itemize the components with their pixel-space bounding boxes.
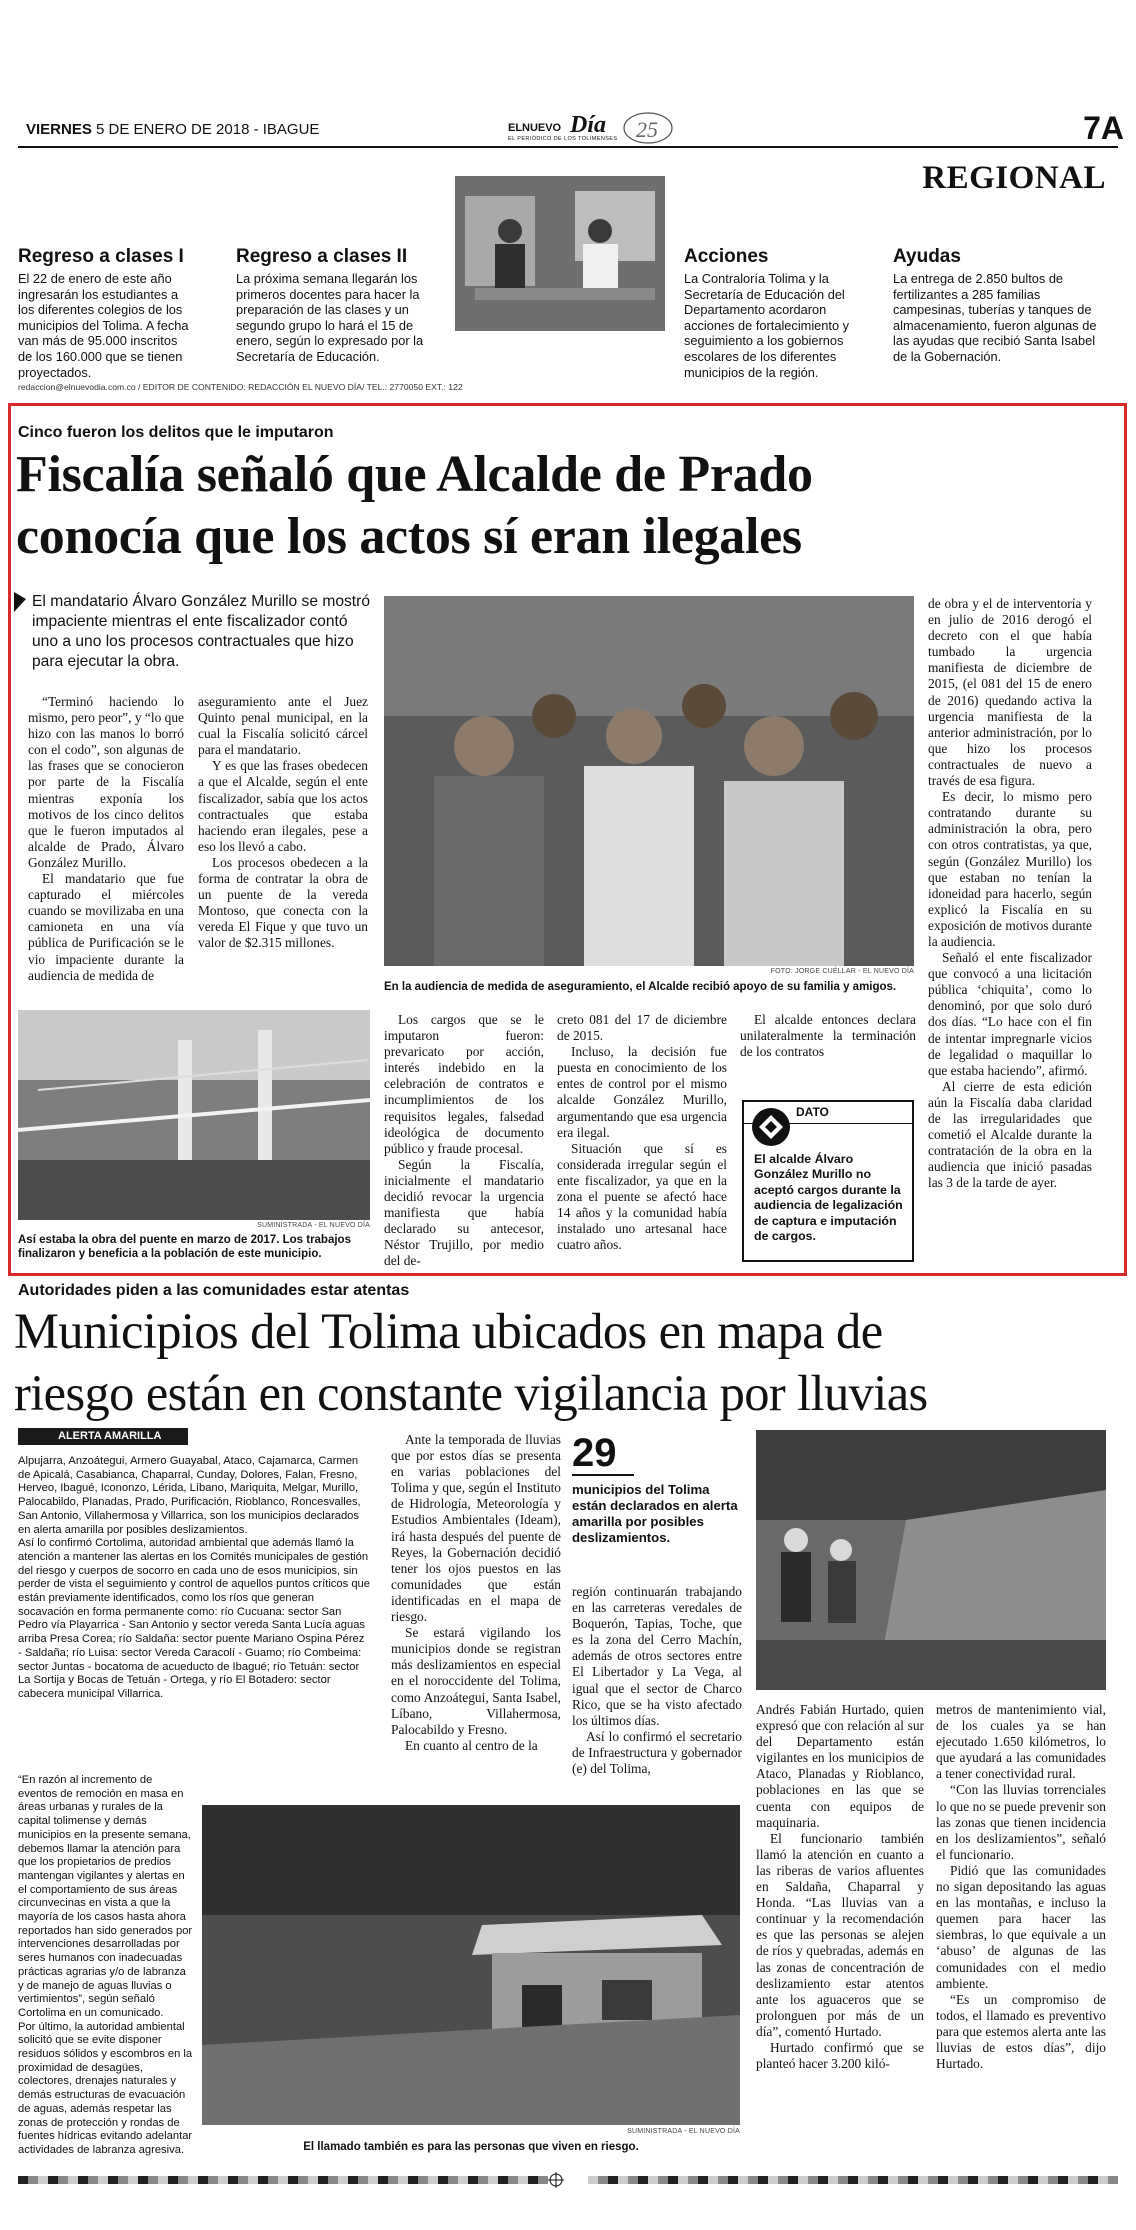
paragraph: Según la Fiscalía, inicialmente el mandatario decidió revocar la urgencia manifiesta que había declarado su antecesor, Néstor Trujillo, por medio del de- <box>384 1156 544 1269</box>
dato-box <box>742 1100 914 1262</box>
story1-col1 <box>28 694 184 984</box>
story2-alert-col-bottom <box>18 1774 194 2158</box>
header-date-text: 5 DE ENERO DE 2018 - IBAGUE <box>96 121 320 138</box>
story2-col5 <box>936 1702 1106 2072</box>
paragraph: Los procesos obedecen a la forma de contratar la obra de un puente de la vereda Montoso, que conecta con la vereda El Fique y que tuvo un valor de $2.315 millones. <box>198 854 368 951</box>
story1-col4 <box>557 1012 727 1253</box>
registration-mark-icon <box>548 2172 564 2188</box>
page-number: 7A <box>1083 110 1124 146</box>
story1-lead-text: El mandatario Álvaro González Murillo se mostró impaciente mientras el ente fiscalizador contó uno a uno los procesos contractuales que hizo para ejecutar la obra. <box>32 593 370 670</box>
story1-kicker: Cinco fueron los delitos que le imputaron <box>18 424 334 441</box>
paragraph: “Terminó haciendo lo mismo, pero peor”, y “lo que hizo con las manos lo borró con el codo”, son algunas de las frases que se conocieron por parte de la Fiscalía mientras exponía los motivos de los cinco delitos que le fueron imputados al alcalde de Prado, Álvaro González Murillo. <box>28 694 184 870</box>
brief-4 <box>893 246 1098 365</box>
rescuers-landslide-icon <box>756 1430 1106 1690</box>
paragraph: Al cierre de esta edición aún la Fiscalía daba claridad de las irregularidades que cometió el Alcalde durante la contratación de la obra en la audiencia que inició pasadas las 3 de la tarde de ayer. <box>928 1078 1092 1191</box>
paragraph: Incluso, la decisión fue puesta en conocimiento de los entes de control por el mismo alcalde González Murillo, argumentando que esa urgencia era ilegal. <box>557 1044 727 1140</box>
paragraph: El alcalde entonces declara unilateralmente la terminación de los contratos <box>740 1012 916 1060</box>
crowd-people-icon <box>384 596 914 966</box>
paragraph: creto 081 del 17 de diciembre de 2015. <box>557 1012 727 1044</box>
paragraph: Se estará vigilando los municipios donde se registran más deslizamientos en especial en el noroccidente del Tolima, como Anzoátegui, Santa Isabel, Líbano, Villahermosa, Palocabildo y Fresno. <box>391 1625 561 1737</box>
header-rule <box>18 146 1118 148</box>
story2-landslide-photo <box>756 1430 1106 1690</box>
story1-lead <box>14 592 372 672</box>
story1-headline <box>16 444 1116 568</box>
header-date <box>26 121 319 138</box>
brief-1 <box>18 246 193 380</box>
paragraph: Ante la temporada de lluvias que por estos días se presenta en varias poblaciones del Tolima y que, según el Instituto de Hidrología, Meteorología y Estudios Ambientales (Ideam), irá hasta después del puente de Reyes, la Gobernación decidió tener los ojos puestos en las comunidades que están identificadas en el mapa de riesgo. <box>391 1432 561 1625</box>
paragraph: Alpujarra, Anzoátegui, Armero Guayabal, Ataco, Cajamarca, Carmen de Apicalá, Casabianca, Chaparral, Cunday, Dolores, Falan, Fresno, Herveo, Ibagué, Icononzo, Lérida, Líbano, Mariquita, Melgar, Murillo, Palocabildo, Planadas, Prado, Purificación, Rioblanco, Roncesvalles, San Antonio, Villahermosa y Villarrica, son los municipios declarados en alerta amarilla por posibles deslizamientos. <box>18 1455 361 1536</box>
story2-col2 <box>391 1432 561 1754</box>
section-title: REGIONAL <box>922 160 1106 196</box>
paragraph: Es decir, lo mismo pero contratando durante su administración la obra, pero con otros contratistas, ya que, según (González Murillo) los que estaban no tenían la idoneidad para hacerlo, según explicó la Fiscalía en su exposición de motivos durante la audiencia. <box>928 789 1093 949</box>
story2-kicker: Autoridades piden a las comunidades estar atentas <box>18 1282 410 1299</box>
brief-text: La Contraloría Tolima y la Secretaría de Educación del Departamento acordaron acciones de fortalecimiento y seguimiento a los gobiernos escolares de los diferentes municipios de la región. <box>684 271 850 380</box>
logo-nuevo: NUEVO <box>522 122 562 134</box>
story1-headline-line1: Fiscalía señaló que Alcalde de Prado <box>16 446 813 503</box>
photo-credit: SUMINISTRADA - EL NUEVO DÍA <box>627 2128 740 2135</box>
logo-el: EL <box>508 122 523 134</box>
info-diamond-icon <box>752 1108 790 1146</box>
editor-credits: redaccion@elnuevodia.com.co / EDITOR DE CONTENIDO: REDACCIÓN EL NUEVO DÍA/ TEL.: 2770050 EXT.: 122 <box>18 382 463 392</box>
story2-headline-line1: Municipios del Tolima ubicados en mapa de <box>14 1303 883 1359</box>
paragraph: Pidió que las comunidades no sigan depositando las aguas en las montañas, e incluso la quemen para hacer las siembras, lo que equivale a un ‘abuso’ de algunas de las comunidades con el medio ambiente. <box>936 1862 1106 1991</box>
story1-col5 <box>740 1012 916 1060</box>
paragraph: “En razón al incremento de eventos de remoción en masa en áreas urbanas y rurales de la capital tolimense y demás municipios en la presente semana, debemos llamar la atención para que los propietarios de predios mantengan vigilantes y alertas en el comportamiento de sus áreas circunvecinas en vista a que la mayoría de los casos hasta ahora reportados han sido generados por intervenciones desarrolladas por seres humanos con inadecuadas prácticas agrarias y/o de labranza y de manejo de aguas lluvias o vertimientos”, según señaló Cortolima en un comunicado. <box>18 1774 193 2019</box>
brief-photo-image <box>455 176 665 331</box>
damaged-house-icon <box>202 1805 740 2125</box>
story2-alert-col-top <box>18 1455 370 1702</box>
paragraph: “Con las lluvias torrenciales lo que no se puede prevenir son las zonas que tienen incidencia en los deslizamientos”, señaló el funcionario. <box>936 1782 1106 1862</box>
paragraph: Y es que las frases obedecen a que el Alcalde, según el ente fiscalizador, sabía que los actos contractuales que estaba haciendo eran ilegales, pese a eso los llevó a cabo. <box>198 758 368 854</box>
color-bar-left <box>18 2176 548 2184</box>
dato-label: DATO <box>796 1105 829 1119</box>
story1-headline-line2: conocía que los actos sí eran ilegales <box>16 508 802 565</box>
story2-headline <box>14 1300 1124 1424</box>
photo-caption: El llamado también es para las personas que viven en riesgo. <box>303 2141 639 2153</box>
story1-col6 <box>928 596 1092 1191</box>
paragraph: Señaló el ente fiscalizador que convocó a una licitación pública ‘chiquita’, como lo denominó, por que solo duró dos días. “Lo hace con el fin de intentar impregnarle vicios de legalidad o maquillar lo que estaba haciendo”, afirmó. <box>928 950 1092 1078</box>
bridge-structure-icon <box>18 1010 370 1220</box>
story1-col2 <box>198 694 368 952</box>
brief-text: El 22 de enero de este año ingresarán los estudiantes a los diferentes colegios de los municipios del Tolima. A fecha van más de 95.000 inscritos de los 160.000 que se tienen proyectados. <box>18 271 189 380</box>
chevron-right-icon <box>14 592 26 615</box>
paragraph: “Es un compromiso de todos, el llamado es preventivo para que estemos alerta ante las lluvias de estos días”, dijo Hurtado. <box>936 1991 1106 2072</box>
paragraph: Situación que sí es considerada irregular según el ente fiscalizador, ya que en la zona el puente se afectó hace 14 años y la comunidad había instalado uno artesanal hace cuatro años. <box>557 1140 727 1253</box>
header-day: VIERNES <box>26 121 92 138</box>
logo-dia: Día <box>570 112 606 138</box>
paragraph: aseguramiento ante el Juez Quinto penal municipal, en la cual la Fiscalía solicitó cárcel para el mandatario. <box>198 694 368 758</box>
paragraph: Así lo confirmó el secretario de Infraestructura y gobernador (e) del Tolima, <box>572 1728 742 1777</box>
dato-badge <box>752 1108 790 1146</box>
alert-label: ALERTA AMARILLA <box>58 1430 162 1442</box>
svg-text:25: 25 <box>636 117 658 142</box>
paragraph: de obra y el de interventoría y en julio de 2016 derogó el decreto con el que había tumbado la urgencia manifiesta de diciembre de 2015, (el 081 del 15 de enero de 2016) quedando activa la urgencia manifiesta de la anterior administración, por lo que hizo los procesos contractuales de nuevo a través de esa figura. <box>928 596 1092 789</box>
stat-box <box>572 1432 742 1546</box>
brief-text: La próxima semana llegarán los primeros docentes para hacer la preparación de las clases y un segundo grupo lo hará el 15 de enero, según lo expresado por la Secretaría de Educación. <box>236 271 424 364</box>
stat-text: municipios del Tolima están declarados en alerta amarilla por posibles deslizamientos. <box>572 1482 738 1545</box>
paragraph: metros de mantenimiento vial, de los cuales ya se han ejecutado 1.650 kilómetros, lo que ayudará a las comunidades a tener conectividad rural. <box>936 1702 1106 1782</box>
brief-title: Acciones <box>684 246 769 267</box>
print-color-bar <box>18 2176 1118 2184</box>
photo-caption: Así estaba la obra del puente en marzo de 2017. Los trabajos finalizaron y beneficia a la población de este municipio. <box>18 1234 351 1260</box>
paragraph: En cuanto al centro de la <box>405 1737 538 1753</box>
paragraph: Los cargos que se le imputaron fueron: prevaricato por acción, interés indebido en la celebración de contratos e incumplimientos de los requisitos legales, falsedad ideológica de documento público y fraude procesal. <box>384 1012 544 1156</box>
paragraph: Andrés Fabián Hurtado, quien expresó que con relación al sur del Departamento están vigilantes en los municipios de Ataco, Planadas y Rioblanco, poblaciones en las que se cuenta con equipos de maquinaria. <box>756 1702 924 1830</box>
photo-credit: SUMINISTRADA - EL NUEVO DÍA <box>257 1222 370 1229</box>
anniversary-25-icon <box>620 110 676 146</box>
paragraph: Así lo confirmó Cortolima, autoridad ambiental que además llamó la atención a mantener las alertas en los Comités municipales de gestión del riesgo y cuerpos de socorro en cada uno de esos municipios, sin perder de vista el seguimiento y control de aquellos puntos críticos que están previamente identificados, como los ríos que generan socavación en forma permanente como: río Cucuana: sector San Pedro vía Playarrica - San Antonio y sector vereda Santa Lucía aguas arriba Presa Corea; río Saldaña: sector puente Mariano Ospina Pérez - Saldaña; río Luisa: sector Vereda Caracolí - Guamo; río Combeima: sector Juntas - bocatoma de acueducto de Ibagué; río Tetuán: sector La Sortija y Bocas de Tetuán - Ortega, y río El Botadero: sector cabecera municipal Villarrica. <box>18 1537 370 1700</box>
meeting-people-icon <box>455 176 665 331</box>
story2-house-photo <box>202 1805 740 2125</box>
story2-headline-line2: riesgo están en constante vigilancia por lluvias <box>14 1365 928 1421</box>
brief-title: Regreso a clases II <box>236 246 408 267</box>
photo-credit: FOTO: JORGE CUÉLLAR - EL NUEVO DÍA <box>770 968 914 975</box>
story1-main-photo <box>384 596 914 966</box>
paragraph: El mandatario que fue capturado el miércoles cuando se movilizaba en una camioneta en una vía pública de Purificación se le vio impaciente durante la audiencia de medida de <box>28 871 184 983</box>
newspaper-logo <box>508 114 708 146</box>
story2-col4 <box>756 1702 924 2072</box>
photo-caption: En la audiencia de medida de aseguramiento, el Alcalde recibió apoyo de su familia y amigos. <box>384 981 897 993</box>
paragraph: Hurtado confirmó que se planteó hacer 3.200 kiló- <box>756 2039 924 2072</box>
color-bar-right <box>588 2176 1118 2184</box>
stat-number: 29 <box>572 1432 634 1476</box>
paragraph: El funcionario también llamó la atención en cuanto a las riberas de varios afluentes en Saldaña, Chaparral y Honda. “Las lluvias van a continuar y la recomendación es que las personas se alejen de ríos y quebradas, además en las zonas de concentración de deslizamiento estar atentos ante los aguaceros que se prolonguen por más de un día”, comentó Hurtado. <box>756 1830 924 2039</box>
brief-title: Regreso a clases I <box>18 246 184 267</box>
story1-col3 <box>384 1012 544 1270</box>
alert-amarilla-bar <box>18 1428 188 1445</box>
brief-3 <box>684 246 874 380</box>
dato-text: El alcalde Álvaro González Murillo no aceptó cargos durante la audiencia de legalización de captura e imputación de cargos. <box>754 1152 903 1244</box>
paragraph: región continuarán trabajando en las carreteras veredales de Boquerón, Tapias, Toche, que es la zona del Cerro Machín, además de otros sectores entre El Libertador y La Vega, al igual que el sector de Charco Rico, que se ha visto afectado los últimos días. <box>572 1584 742 1728</box>
brief-2 <box>236 246 441 365</box>
page-header <box>18 110 1124 146</box>
brief-text: La entrega de 2.850 bultos de fertilizantes a 285 familias campesinas, tuberías y tanques de almacenamiento, fueron algunas de las ayudas que recibió Santa Isabel de la Gobernación. <box>893 271 1097 364</box>
bridge-photo <box>18 1010 370 1220</box>
story2-col3 <box>572 1584 742 1777</box>
brief-title: Ayudas <box>893 246 961 267</box>
paragraph: Por último, la autoridad ambiental solicitó que se evite disponer residuos sólidos y escombros en la proximidad de desagües, colectores, drenajes naturales y demás estructuras de evacuación de aguas, además respetar las zonas de protección y rondas de fuentes hídricas evitando adelantar actividades de labranza agresiva. <box>18 2020 193 2156</box>
logo-tagline: EL PERIÓDICO DE LOS TOLIMENSES <box>508 136 618 142</box>
